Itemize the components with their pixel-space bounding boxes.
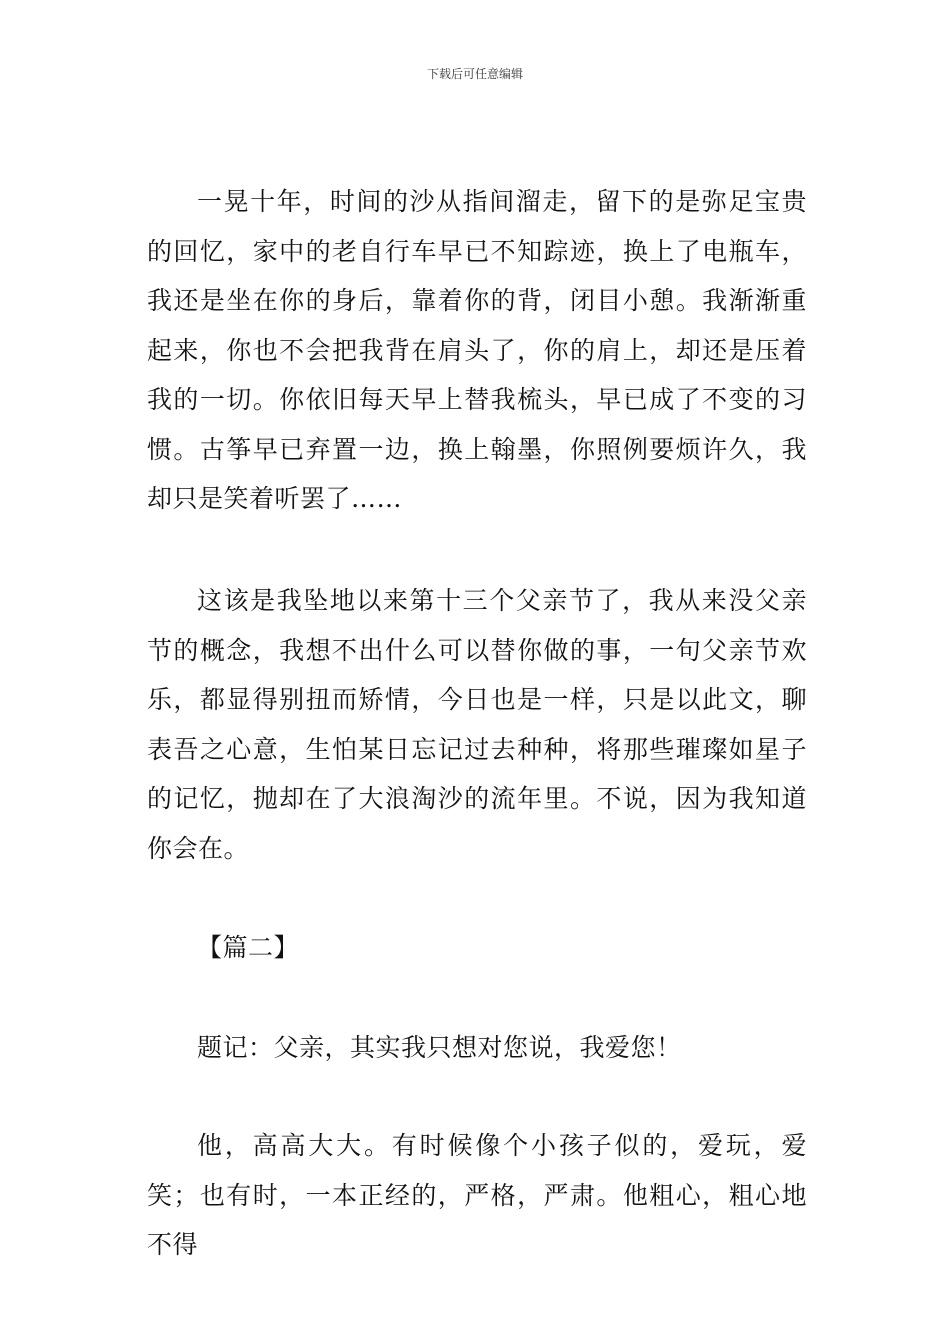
paragraph-2: 这该是我坠地以来第十三个父亲节了，我从来没父亲节的概念，我想不出什么可以替你做的事，一句父亲节欢乐，都显得别扭而矫情，今日也是一样，只是以此文，聊表吾之心意，生怕某日忘记过去种种，将那些璀璨如星子的记忆，抛却在了大浪淘沙的流年里。不说，因为我知道你会在。 — [147, 586, 807, 863]
epigraph: 题记：父亲，其实我只想对您说，我爱您！ — [197, 1033, 682, 1062]
header-note: 下载后可任意编辑 — [426, 67, 523, 81]
paragraph-3: 他，高高大大。有时候像个小孩子似的，爱玩，爱笑；也有时，一本正经的，严格，严肃。他粗心，粗心地不得 — [147, 1131, 807, 1259]
section-heading: 【篇二】 — [197, 933, 300, 962]
paragraph-1: 一晃十年，时间的沙从指间溜走，留下的是弥足宝贵的回忆，家中的老自行车早已不知踪迹，换上了电瓶车，我还是坐在你的身后，靠着你的背，闭目小憩。我渐渐重起来，你也不会把我背在肩头了，你的肩上，却还是压着我的一切。你依旧每天早上替我梳头，早已成了不变的习惯。古筝早已弃置一边，换上翰墨，你照例要烦许久，我却只是笑着听罢了…… — [147, 187, 807, 513]
